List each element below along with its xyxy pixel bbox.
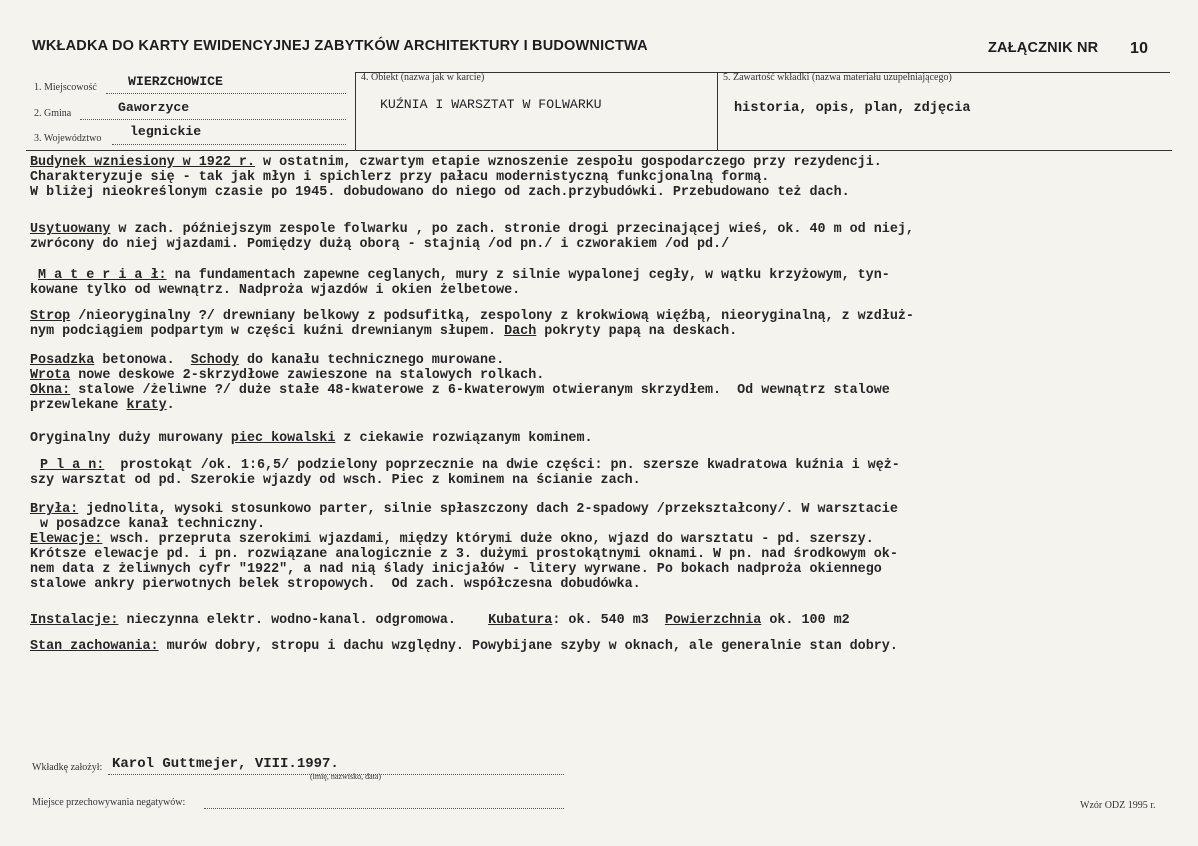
heading-kubatura: Kubatura bbox=[488, 613, 553, 628]
text-line: na fundamentach zapewne ceglanych, mury z silnie wypalonej cegły, w wątku krzyżowym, tyn- bbox=[166, 268, 890, 283]
negatywy-label: Miejsce przechowywania negatywów: bbox=[32, 797, 186, 808]
text-line: Krótsze elewacje pd. i pn. rozwiązane analogicznie z 3. dużymi prostokątnymi oknami. W pn. nad środkowym ok- bbox=[30, 547, 898, 562]
heading-usytuowany: Usytuowany bbox=[30, 222, 111, 237]
miejscowosc-dots bbox=[106, 93, 346, 94]
text-line: stalowe /żeliwne ?/ duże stałe 48-kwaterowe z 6-kwaterowym otwieranym skrzydłem. Od wewnątrz stalowe bbox=[70, 383, 890, 398]
heading-budynek: Budynek wzniesiony w 1922 r. bbox=[30, 155, 255, 170]
text-line: w zach. późniejszym zespole folwarku , po zach. stronie drogi przecinającej wieś, ok. 40 m od niej, bbox=[110, 222, 914, 237]
paragraph-instalacje bbox=[30, 613, 850, 628]
heading-okna: Okna: bbox=[30, 383, 71, 398]
text-line: Oryginalny duży murowany bbox=[30, 431, 231, 446]
text-line: w posadzce kanał techniczny. bbox=[40, 517, 265, 532]
text-line: betonowa. bbox=[94, 353, 191, 368]
heading-instalacje: Instalacje: bbox=[30, 613, 119, 628]
paragraph-stan bbox=[30, 639, 898, 654]
text-line: z ciekawie rozwiązanym kominem. bbox=[335, 431, 593, 446]
text-line: murów dobry, stropu i dachu względny. Powybijane szyby w oknach, ale generalnie stan dobry. bbox=[158, 639, 898, 654]
text-line: kowane tylko od wewnątrz. Nadproża wjazdów i okien żelbetowe. bbox=[30, 283, 521, 298]
text-line: . bbox=[166, 398, 175, 413]
text-line: wsch. przepruta szerokimi wjazdami, między którymi duże okno, wjazd do warsztatu - pd. szerszy. bbox=[102, 532, 874, 547]
heading-material: M a t e r i a ł: bbox=[38, 268, 167, 283]
text-line: Charakteryzuje się - tak jak młyn i spichlerz przy pałacu modernistyczną funkcjonalną formą. bbox=[30, 170, 770, 185]
paragraph-usytuowany bbox=[30, 222, 914, 252]
text-line: nym podciągiem podpartym w części kuźni drewnianym słupem. bbox=[30, 324, 505, 339]
heading-kraty: kraty bbox=[126, 398, 167, 413]
paragraph-material bbox=[30, 268, 890, 298]
zalozyl-hint: (imię, nazwisko, data) bbox=[310, 772, 382, 781]
text-line: : ok. 540 m3 bbox=[552, 613, 665, 628]
text-line: ok. 100 m2 bbox=[761, 613, 850, 628]
zalozyl-label: Wkładkę założył: bbox=[32, 762, 103, 773]
text-line: nem data z żeliwnych cyfr "1922", a nad nią ślady inicjałów - litery wyrwane. Po bokach nadproża okiennego bbox=[30, 562, 882, 577]
text-line: prostokąt /ok. 1:6,5/ podzielony poprzecznie na dwie części: pn. szersze kwadratowa kuźnia i węż- bbox=[104, 458, 900, 473]
heading-plan: P l a n: bbox=[40, 458, 105, 473]
heading-dach: Dach bbox=[504, 324, 537, 339]
obiekt-value: KUŹNIA I WARSZTAT W FOLWARKU bbox=[380, 97, 602, 112]
text-line: stalowe ankry pierwotnych belek stropowych. Od zach. współczesna dobudówka. bbox=[30, 577, 641, 592]
zawartosc-label: 5. Zawartość wkładki (nazwa materiału uzupełniającego) bbox=[723, 72, 952, 83]
text-line: jednolita, wysoki stosunkowo parter, silnie spłaszczony dach 2-spadowy /przekształcony/. W warsztacie bbox=[78, 502, 898, 517]
field-separator-1 bbox=[355, 72, 356, 150]
heading-piec: piec kowalski bbox=[230, 431, 336, 446]
paragraph-bryla bbox=[30, 502, 898, 592]
heading-bryla: Bryła: bbox=[30, 502, 79, 517]
miejscowosc-value: WIERZCHOWICE bbox=[128, 74, 223, 89]
paragraph-posadzka bbox=[30, 353, 890, 413]
form-title: WKŁADKA DO KARTY EWIDENCYJNEJ ZABYTKÓW ARCHITEKTURY I BUDOWNICTWA bbox=[32, 38, 648, 54]
heading-posadzka: Posadzka bbox=[30, 353, 95, 368]
text-line: nieczynna elektr. wodno-kanal. odgromowa. bbox=[118, 613, 489, 628]
field-box-bottom bbox=[26, 150, 1172, 151]
paragraph-budynek bbox=[30, 155, 882, 200]
annex-number: 10 bbox=[1130, 40, 1149, 57]
negatywy-dots bbox=[204, 808, 564, 809]
wojewodztwo-dots bbox=[112, 144, 346, 145]
heading-schody: Schody bbox=[190, 353, 239, 368]
zalozyl-value: Karol Guttmejer, VIII.1997. bbox=[112, 756, 339, 772]
text-line: szy warsztat od pd. Szerokie wjazdy od wsch. Piec z kominem na ścianie zach. bbox=[30, 473, 641, 488]
heading-elewacje: Elewacje: bbox=[30, 532, 103, 547]
field-separator-2 bbox=[717, 72, 718, 150]
heading-powierzchnia: Powierzchnia bbox=[664, 613, 762, 628]
annex-label: ZAŁĄCZNIK NR bbox=[988, 40, 1099, 56]
heading-strop: Strop bbox=[30, 309, 71, 324]
zawartosc-value: historia, opis, plan, zdjęcia bbox=[734, 101, 971, 116]
text-line: do kanału technicznego murowane. bbox=[238, 353, 505, 368]
paragraph-piec bbox=[30, 431, 593, 446]
heading-wrota: Wrota bbox=[30, 368, 71, 383]
wzor-label: Wzór ODZ 1995 r. bbox=[1080, 800, 1156, 811]
miejscowosc-label: 1. Miejscowość bbox=[34, 82, 97, 93]
gmina-label: 2. Gmina bbox=[34, 108, 72, 119]
gmina-value: Gaworzyce bbox=[118, 100, 190, 115]
text-line: W bliżej nieokreślonym czasie po 1945. dobudowano do niego od zach.przybudówki. Przebudowano też dach. bbox=[30, 185, 850, 200]
gmina-dots bbox=[80, 119, 346, 120]
wojewodztwo-label: 3. Województwo bbox=[34, 133, 102, 144]
text-line: nowe deskowe 2-skrzydłowe zawieszone na stalowych rolkach. bbox=[70, 368, 545, 383]
obiekt-label: 4. Obiekt (nazwa jak w karcie) bbox=[361, 72, 485, 83]
paragraph-plan bbox=[30, 458, 900, 488]
text-line: przewlekane bbox=[30, 398, 127, 413]
heading-stan: Stan zachowania: bbox=[30, 639, 159, 654]
paragraph-strop bbox=[30, 309, 914, 339]
text-line: /nieoryginalny ?/ drewniany belkowy z podsufitką, zespolony z krokwiową więźbą, nieoryginalną, z wzdłuż- bbox=[70, 309, 914, 324]
text-line: zwrócony do niej wjazdami. Pomiędzy dużą oborą - stajnią /od pn./ i czworakiem /od pd./ bbox=[30, 237, 730, 252]
wojewodztwo-value: legnickie bbox=[130, 124, 202, 139]
text-line: pokryty papą na deskach. bbox=[536, 324, 738, 339]
text-line: w ostatnim, czwartym etapie wznoszenie zespołu gospodarczego przy rezydencji. bbox=[255, 155, 882, 170]
